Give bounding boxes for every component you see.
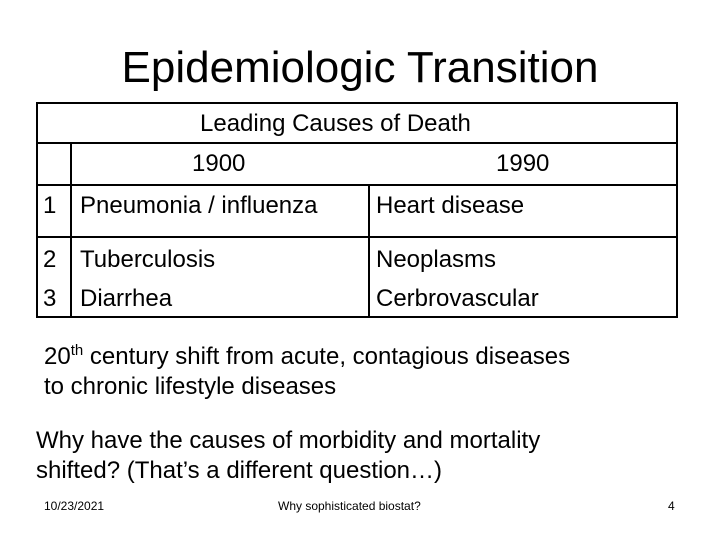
- row-1-cause-1900: Pneumonia / influenza: [80, 192, 318, 219]
- table-rule-row2: [38, 236, 676, 238]
- table-rule-top-header: [38, 142, 676, 144]
- col-header-1900: 1900: [192, 150, 246, 177]
- row-3-rank: 3: [43, 285, 57, 312]
- table-caption: Leading Causes of Death: [200, 110, 471, 137]
- row-1-cause-1990: Heart disease: [376, 192, 525, 219]
- shift-statement-line1: [44, 342, 694, 372]
- row-2-cause-1990: Neoplasms: [376, 246, 497, 273]
- shift-statement: [44, 342, 694, 402]
- row-2-rank: 2: [43, 246, 57, 273]
- question-line2: shifted? (That’s a different question…): [36, 457, 443, 484]
- century-suffix: th: [70, 342, 84, 359]
- causes-of-death-table: [36, 102, 678, 318]
- row-3-cause-1900: Diarrhea: [80, 285, 173, 312]
- question-line1: Why have the causes of morbidity and mortality: [36, 427, 541, 454]
- col-header-1990: 1990: [496, 150, 550, 177]
- shift-statement-line2: to chronic lifestyle diseases: [44, 373, 337, 400]
- question-statement: [36, 426, 696, 486]
- table-rule-mid-col: [368, 184, 370, 316]
- row-3-cause-1990: Cerbrovascular: [376, 285, 539, 312]
- table-rule-row1: [38, 184, 676, 186]
- row-1-rank: 1: [43, 192, 57, 219]
- shift-line1-text: century shift from acute, contagious diseases: [83, 343, 571, 370]
- century-number: 20: [44, 343, 71, 370]
- footer-page-number: 4: [668, 499, 675, 513]
- slide-title: Epidemiologic Transition: [121, 43, 599, 92]
- footer-date: 10/23/2021: [44, 499, 105, 513]
- table-rule-rank-col: [70, 142, 72, 316]
- footer-center-text: Why sophisticated biostat?: [278, 499, 421, 513]
- row-2-cause-1900: Tuberculosis: [80, 246, 216, 273]
